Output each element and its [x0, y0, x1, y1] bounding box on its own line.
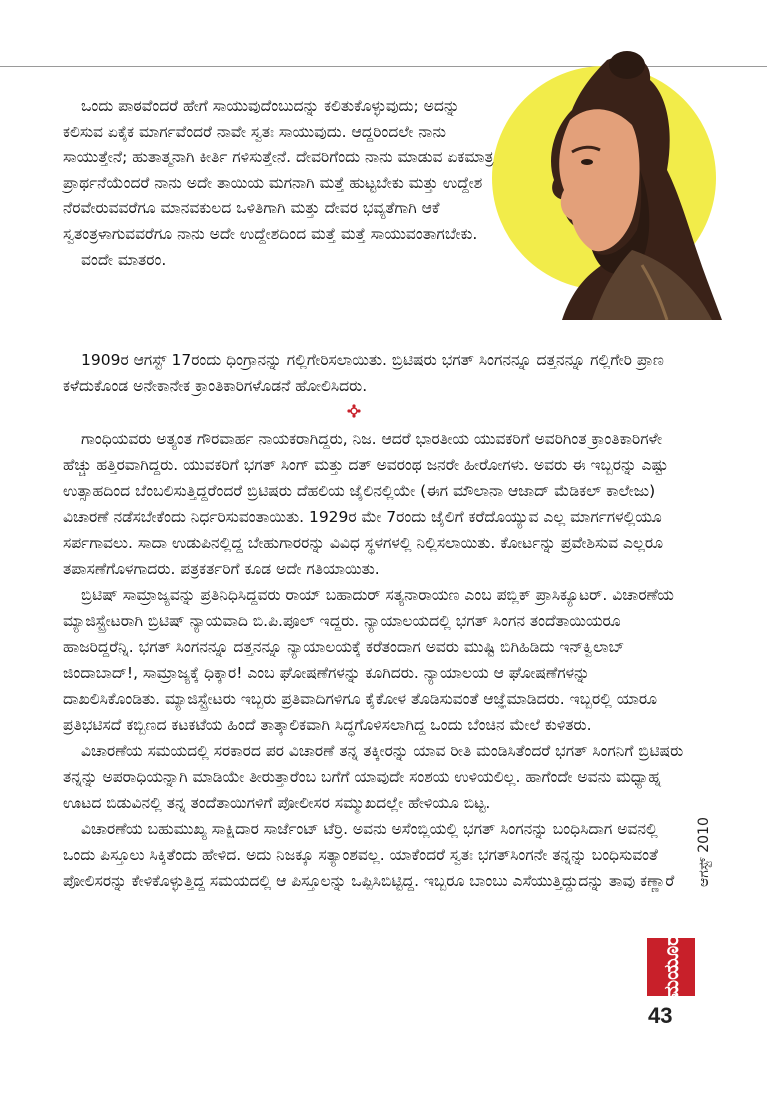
brand-name: ಮಯೂರ: [659, 935, 683, 999]
quote-block: [63, 94, 503, 274]
quote-text: ಒಂದು ಪಾಠವೆಂದರೆ ಹೇಗೆ ಸಾಯುವುದೆಂಬುದನ್ನು ಕಲಿತುಕೊಳ್ಳುವುದು; ಅದನ್ನು ಕಲಿಸುವ ಏಕೈಕ ಮಾರ್ಗವೆಂದರೆ ನಾವೇ ಸ್ವತಃ ಸಾಯುವುದು. ಆದ್ದರಿಂದಲೇ ನಾನು ಸಾಯುತ್ತೇನೆ; ಹುತಾತ್ಮನಾಗಿ ಕೀರ್ತಿ ಗಳಿಸುತ್ತೇನೆ. ದೇವರಿಗೆಂದು ನಾನು ಮಾಡುವ ಏಕಮಾತ್ರ ಪ್ರಾರ್ಥನೆಯೆಂದರೆ ನಾನು ಅದೇ ತಾಯಿಯ ಮಗನಾಗಿ ಮತ್ತೆ ಹುಟ್ಟಬೇಕು ಮತ್ತು ಉದ್ದೇಶ ನೆರವೇರುವವರೆಗೂ ಮಾನವಕುಲದ ಒಳಿತಿಗಾಗಿ ಮತ್ತು ದೇವರ ಭವ್ಯತೆಗಾಗಿ ಆಕೆ ಸ್ವತಂತ್ರಳಾಗುವವರೆಗೂ ನಾನು ಅದೇ ಉದ್ದೇಶದಿಂದ ಮತ್ತೆ ಮತ್ತೆ ಸಾಯುವಂತಾಗಬೇಕು.: [63, 97, 494, 243]
flower-ornament-icon: [347, 404, 361, 418]
page-number: 43: [648, 1003, 673, 1028]
body-paragraph: ವಿಚಾರಣೆಯ ಬಹುಮುಖ್ಯ ಸಾಕ್ಷಿದಾರ ಸಾರ್ಜೆಂಟ್ ಟೆರ್ರಿ. ಅವನು ಅಸೆಂಬ್ಲಿಯಲ್ಲಿ ಭಗತ್ ಸಿಂಗನನ್ನು ಬಂಧಿಸಿದಾಗ ಅವನಲ್ಲಿ ಒಂದು ಪಿಸ್ತೂಲು ಸಿಕ್ಕಿತೆಂದು ಹೇಳಿದ. ಅದು ನಿಜಕ್ಕೂ ಸತ್ಯಾಂಶವಲ್ಲ. ಯಾಕೆಂದರೆ ಸ್ವತಃ ಭಗತ್‌ಸಿಂಗನೇ ತನ್ನನ್ನು ಬಂಧಿಸುವಂತೆ ಪೋಲಿಸರನ್ನು ಕೇಳಿಕೊಳ್ಳುತ್ತಿದ್ದ ಸಮಯದಲ್ಲಿ ಆ ಪಿಸ್ತೂಲನ್ನು ಒಪ್ಪಿಸಿಬಿಟ್ಟಿದ್ದ. ಇಬ್ಬರೂ ಬಾಂಬು ಎಸೆಯುತ್ತಿದ್ದುದನ್ನು ತಾವು ಕಣ್ಣಾರೆ: [63, 820, 675, 890]
body-paragraph: ಬ್ರಿಟಿಷ್ ಸಾಮ್ರಾಜ್ಯವನ್ನು ಪ್ರತಿನಿಧಿಸಿದ್ದವರು ರಾಯ್ ಬಹಾದುರ್ ಸತ್ಯನಾರಾಯಣ ಎಂಬ ಪಬ್ಲಿಕ್ ಪ್ರಾಸಿಕ್ಯೂಟರ್. ವಿಚಾರಣೆಯ ಮ್ಯಾಜಿಸ್ಟ್ರೇಟರಾಗಿ ಬ್ರಿಟಿಷ್ ನ್ಯಾಯವಾದಿ ಬಿ.ಪಿ.ಪೂಲ್ ಇದ್ದರು. ನ್ಯಾಯಾಲಯದಲ್ಲಿ ಭಗತ್ ಸಿಂಗನ ತಂದೆತಾಯಿಯರೂ ಹಾಜರಿದ್ದರೆನ್ನಿ. ಭಗತ್ ಸಿಂಗನನ್ನೂ ದತ್ತನನ್ನೂ ನ್ಯಾಯಾಲಯಕ್ಕೆ ಕರೆತಂದಾಗ ಅವರು ಮುಷ್ಟಿ ಬಿಗಿಹಿಡಿದು ಇನ್‌ಕ್ವಿಲಾಬ್ ಜಿಂದಾಬಾದ್!, ಸಾಮ್ರಾಜ್ಯಕ್ಕೆ ಧಿಕ್ಕಾರ! ಎಂಬ ಘೋಷಣೆಗಳನ್ನು ಕೂಗಿದರು. ನ್ಯಾಯಾಲಯ ಆ ಘೋಷಣೆಗಳನ್ನು ದಾಖಲಿಸಿಕೊಂಡಿತು. ಮ್ಯಾಜಿಸ್ಟ್ರೇಟರು ಇಬ್ಬರು ಪ್ರತಿವಾದಿಗಳಿಗೂ ಕೈಕೋಳ ತೊಡಿಸುವಂತೆ ಆಜ್ಞೆಮಾಡಿದರು. ಇಬ್ಬರಲ್ಲಿ ಯಾರೂ ಪ್ರತಿಭಟಿಸದೆ ಕಬ್ಬಿಣದ ಕಟಕಟೆಯ ಹಿಂದೆ ತಾತ್ಕಾಲಿಕವಾಗಿ ಸಿದ್ಧಗೊಳಿಸಲಾಗಿದ್ದ ಒಂದು ಬೆಂಚಿನ ಮೇಲೆ ಕುಳಿತರು.: [63, 586, 674, 734]
intro-paragraph: 1909ರ ಆಗಸ್ಟ್ 17ರಂದು ಧಿಂಗ್ರಾನನ್ನು ಗಲ್ಲಿಗೇರಿಸಲಾಯಿತು. ಬ್ರಿಟಿಷರು ಭಗತ್ ಸಿಂಗನನ್ನೂ ದತ್ತನನ್ನೂ ಗಲ್ಲಿಗೇರಿ ಪ್ರಾಣ ಕಳೆದುಕೊಂಡ ಅನೇಕಾನೇಕ ಕ್ರಾಂತಿಕಾರಿಗಳೊಡನೆ ಹೋಲಿಸಿದರು.: [63, 351, 664, 395]
portrait-icon: [492, 50, 732, 320]
magazine-brand: [647, 935, 695, 999]
quote-signoff: ವಂದೇ ಮಾತರಂ.: [81, 251, 167, 269]
portrait-illustration: [492, 50, 732, 320]
issue-date: ಆಗಸ್ಟ್ 2010: [696, 817, 712, 887]
body-paragraph: ವಿಚಾರಣೆಯ ಸಮಯದಲ್ಲಿ ಸರಕಾರದ ಪರ ವಿಚಾರಣೆ ತನ್ನ ತಕ್ಕೀರನ್ನು ಯಾವ ರೀತಿ ಮಂಡಿಸಿತೆಂದರೆ ಭಗತ್ ಸಿಂಗನಿಗೆ ಬ್ರಿಟಿಷರು ತನ್ನನ್ನು ಅಪರಾಧಿಯನ್ನಾಗಿ ಮಾಡಿಯೇ ತೀರುತ್ತಾರೆಂಬ ಬಗೆಗೆ ಯಾವುದೇ ಸಂಶಯ ಉಳಿಯಲಿಲ್ಲ. ಹಾಗೆಂದೇ ಅವನು ಮಧ್ಯಾಹ್ನ ಊಟದ ಬಿಡುವಿನಲ್ಲಿ ತನ್ನ ತಂದೆತಾಯಿಗಳಿಗೆ ಪೋಲೀಸರ ಸಮ್ಮುಖದಲ್ಲೇ ಹೇಳಿಯೂ ಬಿಟ್ಟ.: [63, 742, 684, 812]
article-body: [63, 426, 688, 894]
body-paragraph: ಗಾಂಧಿಯವರು ಅತ್ಯಂತ ಗೌರವಾರ್ಹ ನಾಯಕರಾಗಿದ್ದರು, ನಿಜ. ಆದರೆ ಭಾರತೀಯ ಯುವಕರಿಗೆ ಅವರಿಗಿಂತ ಕ್ರಾಂತಿಕಾರಿಗಳೇ ಹೆಚ್ಚು ಹತ್ತಿರವಾಗಿದ್ದರು. ಯುವಕರಿಗೆ ಭಗತ್ ಸಿಂಗ್ ಮತ್ತು ದತ್ ಅವರಂಥ ಜನರೇ ಹೀರೋಗಳು. ಅವರು ಈ ಇಬ್ಬರನ್ನು ಎಷ್ಟು ಉತ್ಸಾಹದಿಂದ ಬೆಂಬಲಿಸುತ್ತಿದ್ದರೆಂದರೆ ಬ್ರಿಟಿಷರು ದೆಹಲಿಯ ಜೈಲಿನಲ್ಲಿಯೇ (ಈಗ ಮೌಲಾನಾ ಆಜಾದ್ ಮೆಡಿಕಲ್ ಕಾಲೇಜು) ವಿಚಾರಣೆ ನಡೆಸಬೇಕೆಂದು ನಿರ್ಧರಿಸುವಂತಾಯಿತು. 1929ರ ಮೇ 7ರಂದು ಜೈಲಿಗೆ ಕರೆದೊಯ್ಯುವ ಎಲ್ಲ ಮಾರ್ಗಗಳಲ್ಲಿಯೂ ಸರ್ಪಗಾವಲು. ಸಾದಾ ಉಡುಪಿನಲ್ಲಿದ್ದ ಬೇಹುಗಾರರನ್ನು ವಿವಿಧ ಸ್ಥಳಗಳಲ್ಲಿ ನಿಲ್ಲಿಸಲಾಯಿತು. ಕೋರ್ಟನ್ನು ಪ್ರವೇಶಿಸುವ ಎಲ್ಲರೂ ತಪಾಸಣೆಗೊಳಗಾದರು. ಪತ್ರಕರ್ತರಿಗೆ ಕೂಡ ಅದೇ ಗತಿಯಾಯಿತು.: [63, 430, 669, 578]
